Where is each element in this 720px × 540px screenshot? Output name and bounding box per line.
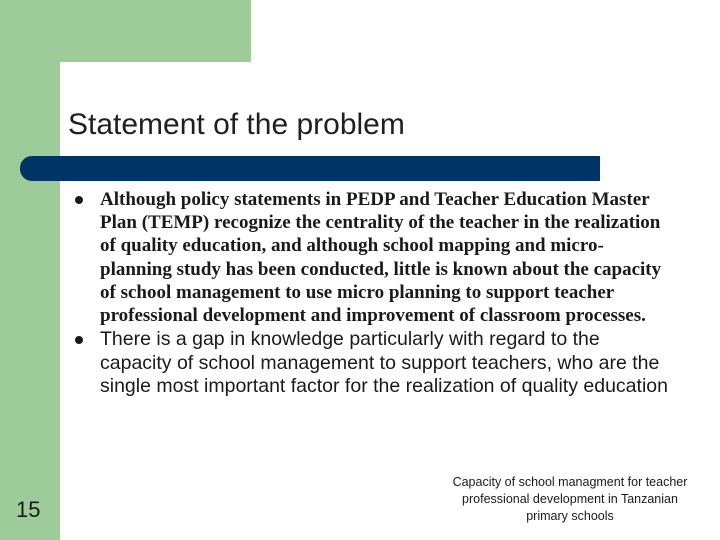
bullet-list [72,188,672,399]
bullet-item [72,328,672,399]
bullet-dot-icon [75,336,83,344]
title-underline-bar [20,156,600,181]
bullet-text: There is a gap in knowledge particularly with regard to the capacity of school management to support teachers, who are the single most important factor for the realization of quality education [100,328,668,398]
bullet-item [72,188,672,327]
bullet-dot-icon [75,196,83,204]
footer-text: Capacity of school managment for teacher professional development in Tanzanian primary schools [452,475,688,523]
page-number: 15 [16,497,41,522]
decorative-green-block-left [0,0,60,540]
bullet-text: Although policy statements in PEDP and Teacher Education Master Plan (TEMP) recognize the centrality of the teacher in the realization of quality education, and although school mapping and micro-planning study has been conducted, little is known about the capacity of school management to use micro planning to support teacher professional development and improvement of classroom processes. [100,189,662,327]
slide-title: Statement of the problem [68,108,405,141]
